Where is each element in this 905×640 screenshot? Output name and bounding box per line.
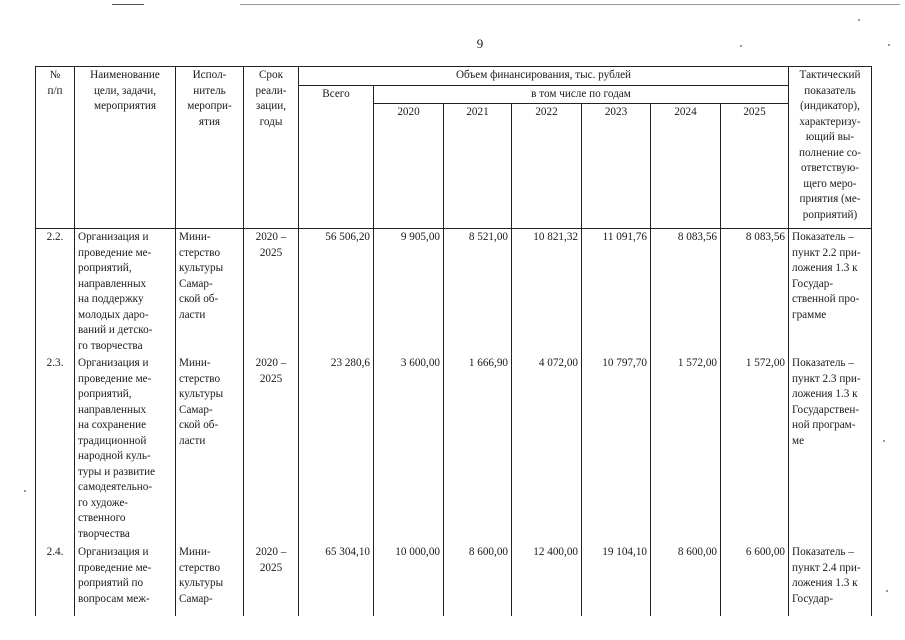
row-indicator: Показатель – пункт 2.4 при- ложения 1.3 к Государ- — [789, 544, 872, 616]
row-indicator: Показатель – пункт 2.2 при- ложения 1.3 к Государ- ственной про- грамме — [789, 229, 872, 356]
table-row — [36, 544, 872, 616]
row-value-2022: 10 821,32 — [512, 229, 582, 356]
row-total: 56 506,20 — [299, 229, 374, 356]
page-number: 9 — [476, 36, 484, 51]
funding-table — [35, 66, 872, 616]
scan-speck — [883, 440, 885, 442]
row-value-2023: 11 091,76 — [582, 229, 651, 356]
row-name: Организация и проведение ме- роприятий по вопросам меж- — [75, 544, 176, 616]
scan-speck — [858, 19, 860, 21]
header-number: № п/п — [36, 67, 75, 229]
header-year-2020: 2020 — [374, 104, 444, 229]
row-value-2025: 1 572,00 — [721, 355, 789, 544]
header-year-2023: 2023 — [582, 104, 651, 229]
row-total: 23 280,6 — [299, 355, 374, 544]
row-name: Организация и проведение ме- роприятий, направленных на сохранение традиционной народной куль- туры и развитие самодеятельно- го художе- ственного творчества — [75, 355, 176, 544]
header-total: Всего — [299, 85, 374, 229]
row-value-2022: 12 400,00 — [512, 544, 582, 616]
row-value-2023: 10 797,70 — [582, 355, 651, 544]
row-executor: Мини- стерство культуры Самар- ской об- ласти — [176, 229, 244, 356]
header-by-years: в том числе по годам — [374, 85, 789, 104]
row-name: Организация и проведение ме- роприятий, направленных на поддержку молодых даро- ваний и детско- го творчества — [75, 229, 176, 356]
row-value-2021: 8 521,00 — [444, 229, 512, 356]
header-row — [36, 67, 872, 86]
row-term: 2020 – 2025 — [244, 544, 299, 616]
scan-speck — [740, 45, 742, 47]
row-value-2025: 6 600,00 — [721, 544, 789, 616]
header-year-2022: 2022 — [512, 104, 582, 229]
row-value-2023: 19 104,10 — [582, 544, 651, 616]
scan-speck — [888, 44, 890, 46]
row-indicator: Показатель – пункт 2.3 при- ложения 1.3 к Государствен- ной програм- ме — [789, 355, 872, 544]
header-year-2021: 2021 — [444, 104, 512, 229]
row-value-2024: 1 572,00 — [651, 355, 721, 544]
row-value-2021: 1 666,90 — [444, 355, 512, 544]
row-total: 65 304,10 — [299, 544, 374, 616]
row-number: 2.2. — [36, 229, 75, 356]
row-term: 2020 – 2025 — [244, 229, 299, 356]
row-value-2021: 8 600,00 — [444, 544, 512, 616]
header-funding: Объем финансирования, тыс. рублей — [299, 67, 789, 86]
scan-edge-line — [112, 4, 144, 5]
scan-speck — [24, 490, 26, 492]
row-executor: Мини- стерство культуры Самар- — [176, 544, 244, 616]
row-value-2024: 8 083,56 — [651, 229, 721, 356]
table-row — [36, 355, 872, 544]
row-value-2020: 3 600,00 — [374, 355, 444, 544]
header-executor: Испол- нитель меропри- ятия — [176, 67, 244, 229]
header-name: Наименование цели, задачи, мероприятия — [75, 67, 176, 229]
header-year-2025: 2025 — [721, 104, 789, 229]
header-indicator: Тактический показатель (индикатор), характеризу- ющий вы- полнение со- ответствую- щего меро- приятия (ме- роприятий) — [789, 67, 872, 229]
header-term: Срок реали- зации, годы — [244, 67, 299, 229]
scan-speck — [886, 590, 888, 592]
row-number: 2.3. — [36, 355, 75, 544]
row-value-2024: 8 600,00 — [651, 544, 721, 616]
row-executor: Мини- стерство культуры Самар- ской об- ласти — [176, 355, 244, 544]
row-value-2020: 9 905,00 — [374, 229, 444, 356]
header-year-2024: 2024 — [651, 104, 721, 229]
table-row — [36, 229, 872, 356]
row-value-2022: 4 072,00 — [512, 355, 582, 544]
row-number: 2.4. — [36, 544, 75, 616]
scan-edge-line — [240, 4, 900, 5]
row-value-2020: 10 000,00 — [374, 544, 444, 616]
row-value-2025: 8 083,56 — [721, 229, 789, 356]
row-term: 2020 – 2025 — [244, 355, 299, 544]
